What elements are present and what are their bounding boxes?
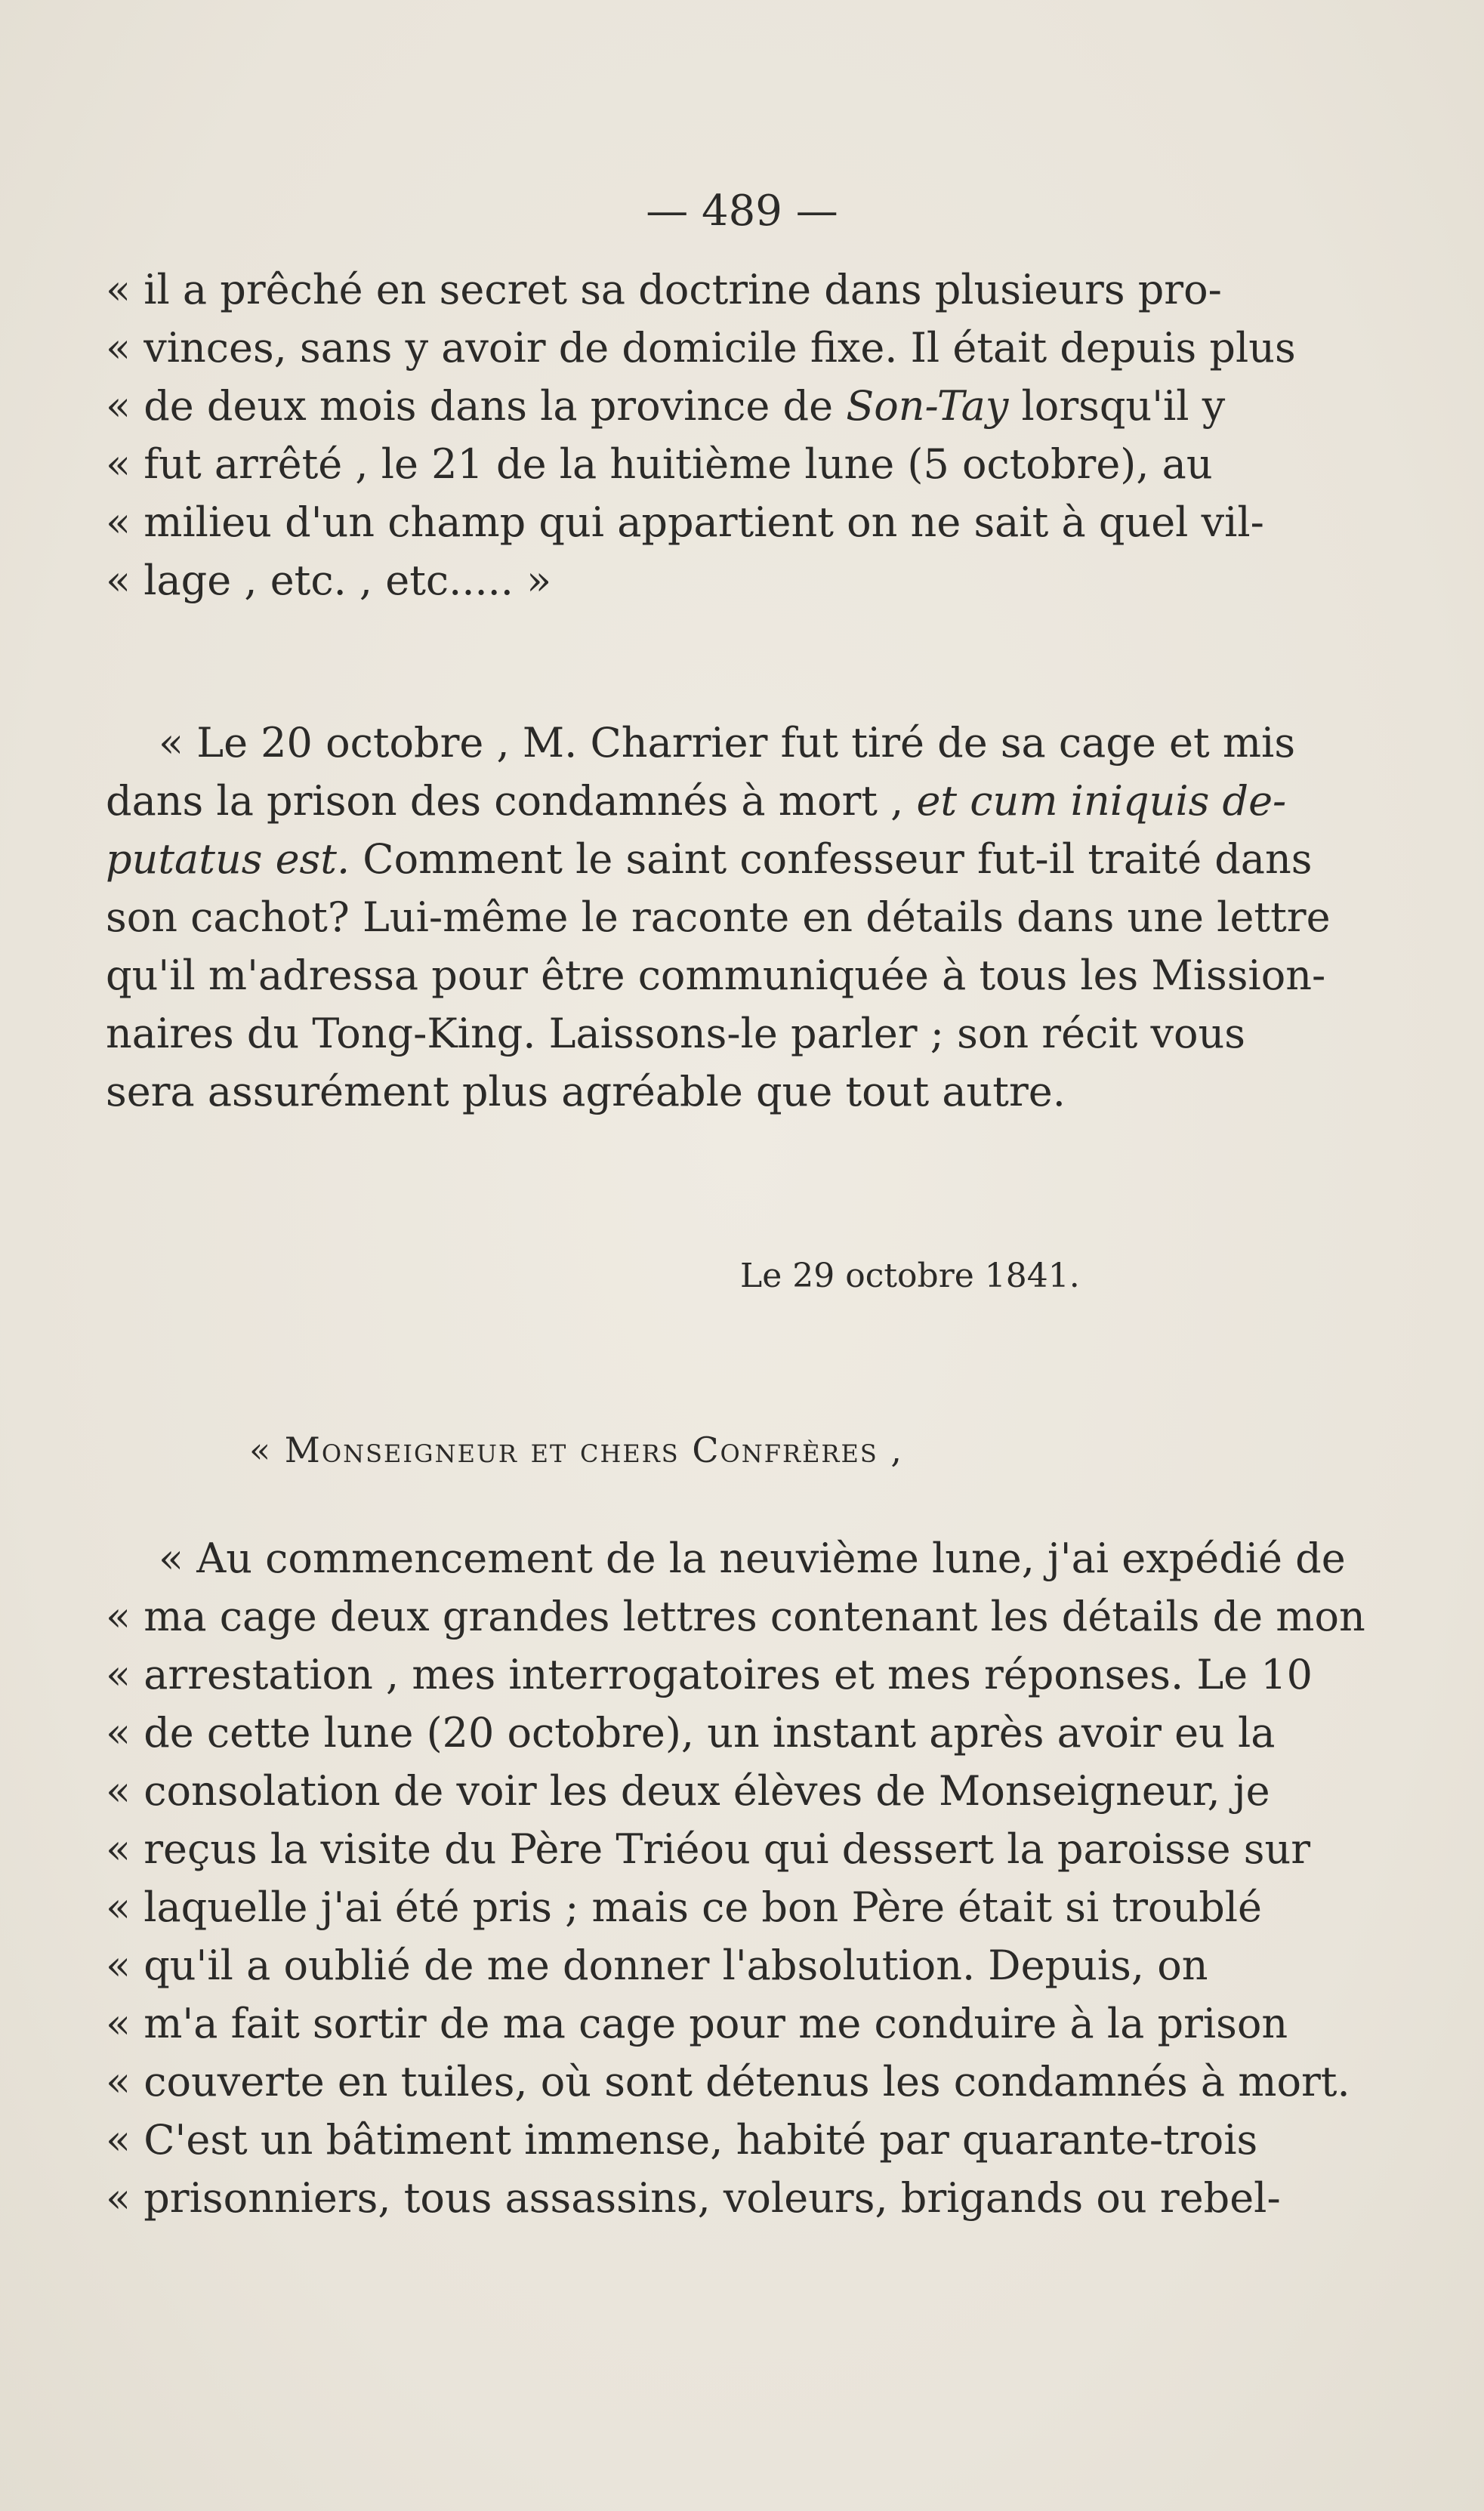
text-line: « couverte en tuiles, où sont détenus les condamnés à mort. xyxy=(106,2058,1350,2105)
text-line: « ma cage deux grandes lettres contenant les détails de mon xyxy=(106,1593,1365,1640)
text-line: « milieu d'un champ qui appartient on ne sait à quel vil- xyxy=(106,498,1264,546)
text-line: qu'il m'adressa pour être communiquée à tous les Mission- xyxy=(106,952,1326,999)
text-line: « m'a fait sortir de ma cage pour me conduire à la prison xyxy=(106,2000,1288,2047)
italic-latin-quote: putatus est. xyxy=(106,835,350,883)
text-line: « fut arrêté , le 21 de la huitième lune (5 octobre), au xyxy=(106,440,1213,488)
text-line: « vinces, sans y avoir de domicile fixe. Il était depuis plus xyxy=(106,324,1296,372)
text-line: « Au commencement de la neuvième lune, j'ai expédié de xyxy=(159,1535,1346,1582)
text-line: « prisonniers, tous assassins, voleurs, brigands ou rebel- xyxy=(106,2174,1281,2222)
text-line: « consolation de voir les deux élèves de Monseigneur, je xyxy=(106,1767,1270,1815)
text-line: « arrestation , mes interrogatoires et mes réponses. Le 10 xyxy=(106,1651,1313,1698)
text-line: « reçus la visite du Père Triéou qui dessert la paroisse sur xyxy=(106,1825,1311,1873)
text-line xyxy=(106,377,1226,436)
text-line: « il a prêché en secret sa doctrine dans plusieurs pro- xyxy=(106,266,1222,313)
letter-date: Le 29 octobre 1841. xyxy=(740,1257,1080,1295)
text-line: « Le 20 octobre , M. Charrier fut tiré de sa cage et mis xyxy=(159,719,1296,767)
text-line xyxy=(106,830,1313,889)
text-line: « qu'il a oublié de me donner l'absolution. Depuis, on xyxy=(106,1942,1208,1989)
text-line: « de cette lune (20 octobre), un instant après avoir eu la xyxy=(106,1709,1276,1757)
letter-salutation: « Monseigneur et chers Confrères , xyxy=(249,1430,904,1470)
text-line: son cachot? Lui-même le raconte en détails dans une lettre xyxy=(106,893,1331,941)
text-segment: dans la prison des condamnés à mort , xyxy=(106,777,917,825)
text-line: « laquelle j'ai été pris ; mais ce bon Père était si troublé xyxy=(106,1883,1262,1931)
text-segment: « de deux mois dans la province de xyxy=(106,382,847,430)
text-line: « lage , etc. , etc..... » xyxy=(106,557,552,604)
text-line: « C'est un bâtiment immense, habité par quarante-trois xyxy=(106,2116,1258,2164)
text-line: naires du Tong-King. Laissons-le parler ; son récit vous xyxy=(106,1010,1245,1057)
text-line xyxy=(106,772,1287,831)
page-number: — 489 — xyxy=(646,187,838,236)
italic-latin-quote: et cum iniquis de- xyxy=(916,777,1287,825)
text-segment: Comment le saint confesseur fut-il traité dans xyxy=(350,835,1313,883)
text-line: sera assurément plus agréable que tout autre. xyxy=(106,1068,1066,1115)
text-segment: lorsqu'il y xyxy=(1008,382,1226,430)
italic-place-name: Son-Tay xyxy=(846,382,1009,430)
